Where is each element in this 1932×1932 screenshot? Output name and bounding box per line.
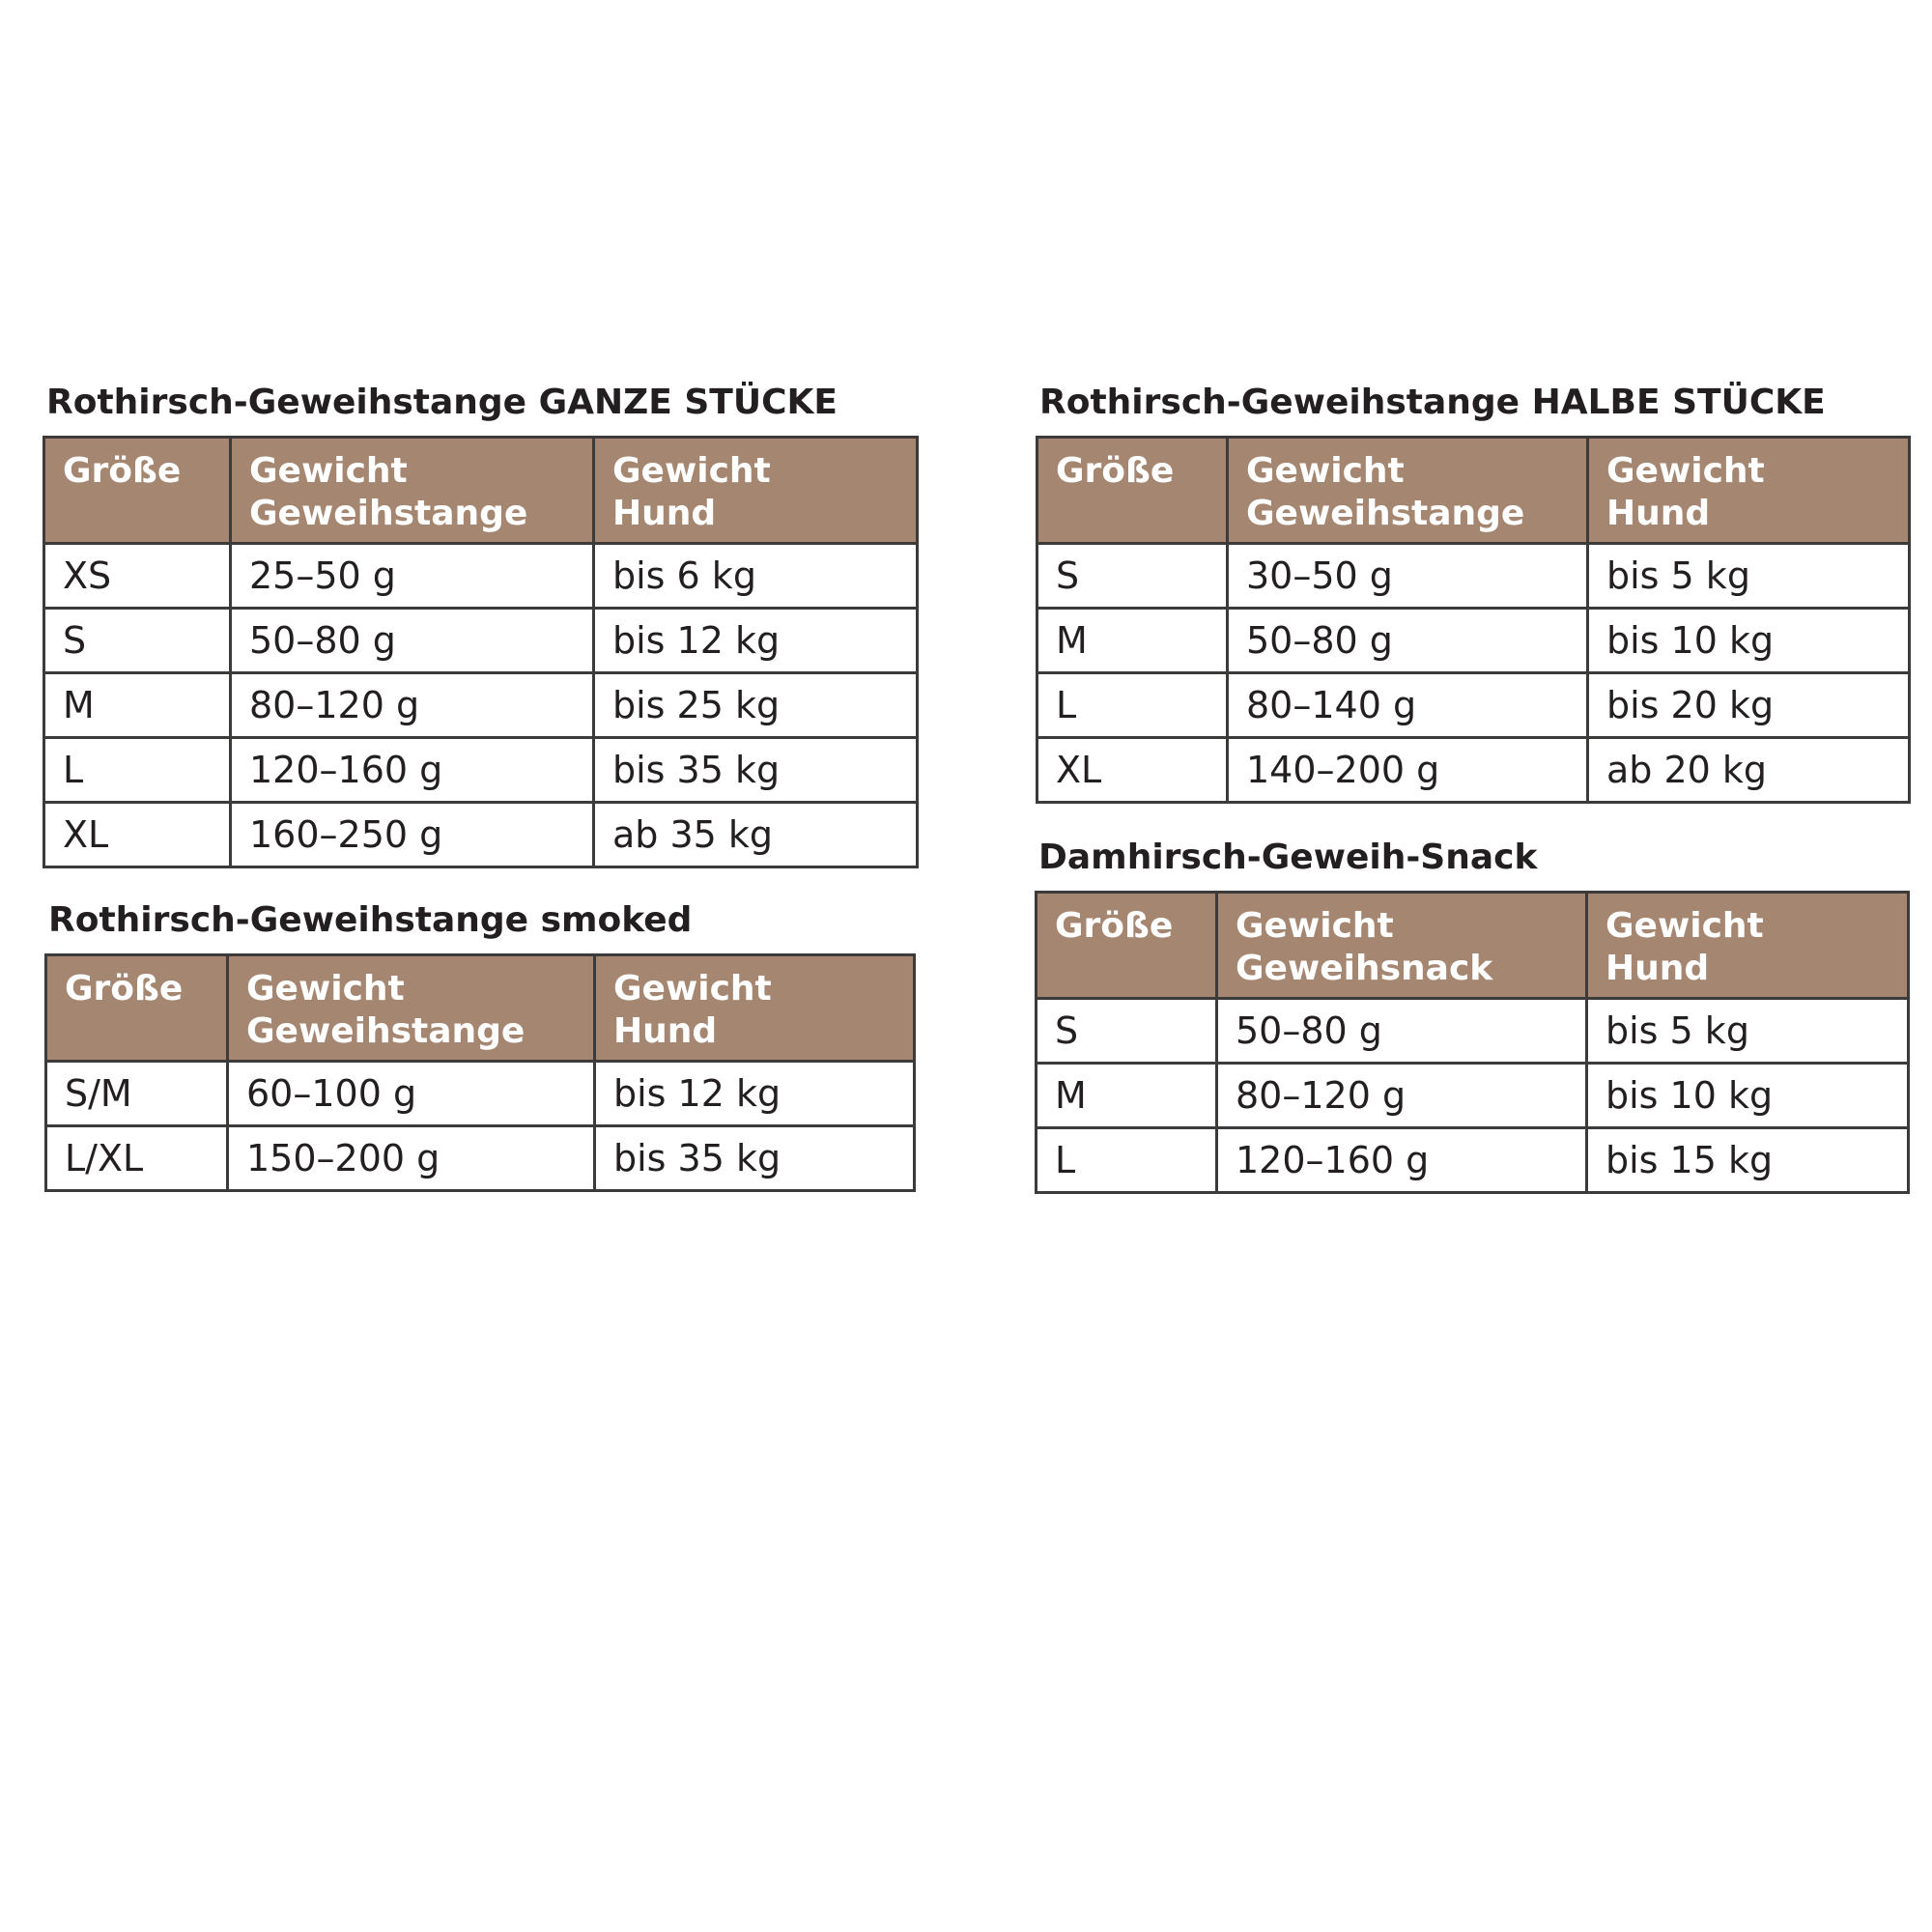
size-cell: S	[1037, 544, 1228, 609]
dog-weight-cell: bis 10 kg	[1587, 1064, 1909, 1128]
size-cell: XL	[44, 803, 231, 867]
table-row	[1037, 544, 1910, 609]
table-row	[44, 803, 918, 867]
column-header-dog-weight: Gewicht Hund	[594, 438, 918, 544]
dog-weight-cell: ab 35 kg	[594, 803, 918, 867]
table-section-halbe-stuecke	[1036, 382, 1911, 804]
dog-weight-cell: bis 12 kg	[595, 1062, 915, 1126]
table-row	[44, 673, 918, 738]
header-row	[1037, 438, 1910, 544]
antler-weight-cell: 80–120 g	[231, 673, 594, 738]
antler-weight-cell: 140–200 g	[1228, 738, 1588, 803]
size-cell: XS	[44, 544, 231, 609]
section-title: Rothirsch-Geweihstange HALBE STÜCKE	[1039, 383, 1826, 422]
dog-weight-cell: bis 12 kg	[594, 609, 918, 673]
dog-weight-cell: bis 5 kg	[1588, 544, 1910, 609]
antler-weight-cell: 50–80 g	[1228, 609, 1588, 673]
table-row	[46, 1062, 915, 1126]
table-row	[44, 544, 918, 609]
column-header-dog-weight: Gewicht Hund	[595, 955, 915, 1062]
size-cell: XL	[1037, 738, 1228, 803]
dog-weight-cell: bis 35 kg	[594, 738, 918, 803]
size-cell: L	[1037, 1128, 1217, 1193]
column-header-size: Größe	[1037, 438, 1228, 544]
antler-weight-cell: 30–50 g	[1228, 544, 1588, 609]
antler-weight-cell: 80–120 g	[1217, 1064, 1587, 1128]
table-row	[44, 609, 918, 673]
antler-weight-cell: 120–160 g	[231, 738, 594, 803]
table-row	[46, 1126, 915, 1191]
size-cell: S	[1037, 999, 1217, 1064]
column-header-dog-weight: Gewicht Hund	[1588, 438, 1910, 544]
column-header-antler-weight: Gewicht Geweihsnack	[1217, 893, 1587, 999]
size-cell: L	[44, 738, 231, 803]
column-header-size: Größe	[44, 438, 231, 544]
size-cell: M	[1037, 1064, 1217, 1128]
size-cell: M	[44, 673, 231, 738]
table-row	[1037, 1128, 1909, 1193]
antler-weight-cell: 60–100 g	[228, 1062, 595, 1126]
table-section-geweih-snack	[1035, 837, 1910, 1194]
column-header-antler-weight: Gewicht Geweihstange	[231, 438, 594, 544]
header-row	[1037, 893, 1909, 999]
header-row	[44, 438, 918, 544]
column-header-size: Größe	[1037, 893, 1217, 999]
antler-weight-cell: 80–140 g	[1228, 673, 1588, 738]
table-row	[1037, 738, 1910, 803]
size-table	[1035, 891, 1910, 1194]
column-header-antler-weight: Gewicht Geweihstange	[228, 955, 595, 1062]
antler-weight-cell: 150–200 g	[228, 1126, 595, 1191]
column-header-dog-weight: Gewicht Hund	[1587, 893, 1909, 999]
dog-weight-cell: bis 5 kg	[1587, 999, 1909, 1064]
antler-weight-cell: 25–50 g	[231, 544, 594, 609]
column-header-size: Größe	[46, 955, 228, 1062]
dog-weight-cell: bis 25 kg	[594, 673, 918, 738]
section-title: Rothirsch-Geweihstange GANZE STÜCKE	[46, 383, 838, 422]
dog-weight-cell: bis 20 kg	[1588, 673, 1910, 738]
table-section-smoked	[44, 899, 916, 1192]
table-row	[1037, 609, 1910, 673]
size-table	[44, 953, 916, 1192]
header-row	[46, 955, 915, 1062]
dog-weight-cell: ab 20 kg	[1588, 738, 1910, 803]
size-table	[43, 436, 919, 868]
table-row	[1037, 673, 1910, 738]
antler-weight-cell: 160–250 g	[231, 803, 594, 867]
table-row	[1037, 999, 1909, 1064]
dog-weight-cell: bis 15 kg	[1587, 1128, 1909, 1193]
size-cell: L/XL	[46, 1126, 228, 1191]
antler-weight-cell: 50–80 g	[231, 609, 594, 673]
section-title: Rothirsch-Geweihstange smoked	[48, 900, 693, 940]
size-cell: S/M	[46, 1062, 228, 1126]
table-row	[44, 738, 918, 803]
table-row	[1037, 1064, 1909, 1128]
dog-weight-cell: bis 10 kg	[1588, 609, 1910, 673]
column-header-antler-weight: Gewicht Geweihstange	[1228, 438, 1588, 544]
antler-weight-cell: 120–160 g	[1217, 1128, 1587, 1193]
size-cell: L	[1037, 673, 1228, 738]
size-cell: M	[1037, 609, 1228, 673]
table-section-ganze-stuecke	[43, 382, 919, 868]
section-title: Damhirsch-Geweih-Snack	[1038, 838, 1538, 877]
size-table	[1036, 436, 1911, 804]
antler-weight-cell: 50–80 g	[1217, 999, 1587, 1064]
size-cell: S	[44, 609, 231, 673]
dog-weight-cell: bis 35 kg	[595, 1126, 915, 1191]
dog-weight-cell: bis 6 kg	[594, 544, 918, 609]
